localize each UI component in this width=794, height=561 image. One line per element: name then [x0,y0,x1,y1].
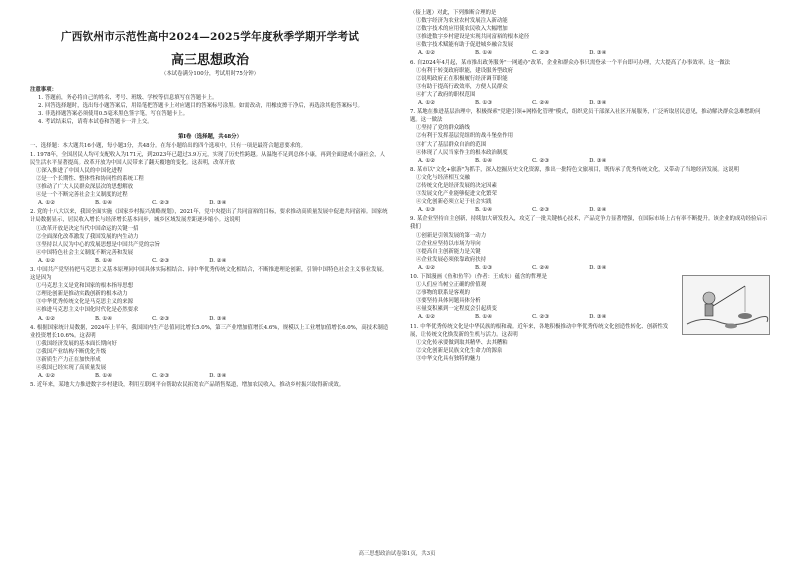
answer-choice: C. ②③ [532,50,550,57]
right-column [410,8,770,363]
question-option: ②说明政府正在积极履行经济调节职能 [416,75,508,82]
question-option: ②传统文化是经济发展的决定因素 [416,182,497,189]
answer-choices [30,372,390,380]
answer-choice: C. ②③ [152,373,170,380]
left-column [30,28,390,389]
answer-choice: B. ①③ [475,100,493,107]
answer-choice: D. ②④ [589,207,607,214]
question-option: ①创新是引领发展的第一动力 [416,232,487,239]
question-block [30,324,390,381]
question-option: ④推进马克思主义中国化时代化是必然要求 [36,307,139,314]
answer-choice: A. ①② [38,257,55,264]
note-item: 4. 考试结束后，请将本试卷和答题卡一并上交。 [38,119,153,126]
question-option: ③坚持以人民为中心的发展思想是中国共产党的宗旨 [36,241,160,248]
question-option: ④扩大了政府的职权范围 [416,91,476,98]
page-footer: 高三思想政治试卷第1页，共3页 [358,551,436,557]
question-option: ②企业应坚持以市场为导向 [416,240,481,247]
question-option: ④数字技术赋能有助于促进城乡融合发展 [416,42,514,49]
question-stem: 4. 根据国家统计局数据，2024年上半年，我国国内生产总值同比增长5.0%，第三产业增加值增长4.6%，规模以上工业增加值增长6.0%，高技术制造业投资增长10.6%。这表明 [30,324,389,339]
question-stem: 9. 某企业坚持自主创新，持续加大研发投入，攻克了一批关键核心技术，产品竞争力显著增强，在国际市场上占有率不断提升。该企业的成功经验启示我们 [410,216,768,231]
answer-choice: B. ①④ [475,50,493,57]
answer-choice: C. ②③ [532,314,550,321]
question-stem: 10. 下图漫画《鱼和鱼竿》（作者：王成东）蕴含的哲理是 [410,274,547,280]
question-stem: 1. 1978年，全国居民人均可支配收入为171元，到2023年已超过3.9万元，实现了历史性跨越。从温饱不足到总体小康，再到全面建成小康社会，人民生活水平显著提高。改革开放为中国人民带来了翻天覆地的变化。这表明，改革开放 [30,151,386,166]
question-block [410,166,770,215]
answer-choices [30,199,390,207]
question-block [30,381,390,389]
answer-choice: C. ②④ [532,264,550,271]
subject-title: 高三思想政治 [170,53,249,68]
question-stem: 6. 自2024年4月起，某市推出政务服务"一网通办"改革，企业和群众办事只需登录一个平台即可办理，大大提高了办事效率。这一做法 [410,59,731,66]
question-option: ②文化创新是民族文化生命力的源泉 [416,347,503,354]
answer-choices [30,315,390,323]
answer-choice: D. ③④ [589,264,607,271]
answer-choice: B. ①④ [475,314,493,321]
question-stem: 7. 某地在推进基层治理中，积极探索"党建引领+网格化管理"模式，组织党员干部深入社区开展服务，广泛听取居民意见，推动解决群众急难愁盼问题。这一做法 [410,109,761,124]
question-option: ④我国已经实现了高质量发展 [36,365,107,372]
section-heading: 第Ⅰ卷（选择题，共48分） [178,134,242,141]
answer-choices [410,157,770,165]
answer-choice: D. ③④ [589,50,607,57]
answer-choice: A. ①② [38,200,55,207]
question-option: ②数字技术的应用使农民收入大幅增加 [416,26,508,33]
question-option: ①我国经济发展的基本面长期向好 [36,340,117,347]
answer-choices [410,264,770,272]
cartoon-figure [682,275,770,335]
note-item: 3. 非选择题答案必须使用0.5毫米黑色签字笔，写在答题卡上。 [38,111,189,118]
right-questions [410,9,770,363]
answer-choice: D. ③④ [209,200,227,207]
answer-choice: D. ②④ [209,257,227,264]
question-option: ①人们应当树立正确的价值观 [416,282,487,289]
question-option: ②理论创新是推动实践创新的根本动力 [36,291,128,298]
question-option: ④企业发展必须依靠政府扶持 [416,256,487,263]
answer-choices [410,206,770,214]
answer-choice: D. ③④ [589,100,607,107]
question-option: ②全面深化改革激发了我国发展的内生动力 [36,233,139,240]
answer-choices [410,313,676,321]
question-stem: 11. 中华优秀传统文化是中华民族的根和魂。近年来，各地积极推动中华优秀传统文化创造性转化、创新性发展，让传统文化焕发新的生机与活力。这表明 [410,323,669,338]
answer-choice: C. ②④ [532,100,550,107]
left-questions [30,151,390,390]
question-option: ④体现了人民当家作主的根本政治制度 [416,149,508,156]
question-option: ③推动了广大人民群众深层次的思想解放 [36,184,134,191]
note-item: 1. 答题前，务必将自己的姓名、考号、班级、学校等信息填写在答题卡上。 [38,95,218,102]
answer-choice: A. ①② [418,314,435,321]
question-option: ③扩大了基层群众自治的范围 [416,141,487,148]
question-option: ①数字经济为农业农村发展注入新动能 [416,18,508,25]
answer-choices [410,99,770,107]
answer-choices [410,49,770,57]
question-option: ③提高自主创新能力是关键 [416,248,481,255]
answer-choice: D. ③④ [209,373,227,380]
question-option: ①改革开放是决定当代中国命运的关键一招 [36,225,139,232]
answer-choices [30,257,390,265]
question-block [30,151,390,208]
question-option: ④中国特色社会主义制度不断完善和发展 [36,249,134,256]
question-block [30,266,390,323]
question-option: ③新质生产力正在加快形成 [36,357,101,363]
question-option: ①马克思主义是党和国家的根本指导思想 [36,283,134,290]
answer-choice: C. ②③ [152,200,170,207]
question-block [410,59,770,108]
question-option: ④量变积累到一定程度会引起质变 [416,306,497,313]
question-block [410,9,770,58]
question-option: ③有助于提高行政效率，方便人民群众 [416,83,508,90]
answer-choice: B. ①④ [475,207,493,214]
answer-choice: C. ②③ [532,207,550,214]
question-option: ④文化创新必须立足于社会实践 [416,199,492,206]
question-option: ③中华优秀传统文化是马克思主义的来源 [36,299,134,306]
answer-choice: A. ①③ [418,207,435,214]
question-stem: 8. 某市以"文化+旅游"为抓手，深入挖掘历史文化资源，推出一批特色文旅项目，既传承了优秀传统文化，又带动了当地经济发展。这说明 [410,166,739,173]
answer-choice: C. ②③ [532,157,550,164]
answer-choice: B. ①④ [95,200,113,207]
answer-choice: B. ①④ [95,315,113,322]
question-option: ②我国产业结构不断优化升级 [36,348,107,355]
question-block [410,273,770,322]
question-option: ①深入推进了中国人民的中国化进程 [36,167,123,174]
question-block [410,215,770,272]
question-option: ①坚持了党的群众路线 [416,125,470,132]
note-item: 2. 回答选择题时，选出每小题答案后，用铅笔把答题卡上对应题目的答案标号涂黑。如需改动，用橡皮擦干净后，再选涂其他答案标号。 [38,103,363,110]
cartoon-illustration [683,276,769,334]
answer-choice: B. ①④ [475,157,493,164]
answer-choice: A. ①② [418,100,435,107]
answer-choice: C. ②③ [152,315,170,322]
question-stem: 3. 中国共产党坚持把马克思主义基本原理同中国具体实际相结合、同中华优秀传统文化相结合，不断推进理论创新，引领中国特色社会主义事业发展。这是因为 [30,266,388,282]
answer-choice: A. ①② [38,373,55,380]
answer-choice: D. ③④ [209,315,227,322]
notes-heading: 注意事项： [30,87,57,93]
question-option: ①文化与经济相互交融 [416,174,470,181]
answer-choice: D. ③④ [589,157,607,164]
question-option: ③要坚持具体问题具体分析 [416,298,481,305]
exam-title: 广西钦州市示范性高中2024—2025学年度秋季学期开学考试 [60,31,360,43]
question-option: ③中华文化具有独特的魅力 [416,355,481,362]
question-option: ②是一个长期性、整体性和协同性的系统工程 [36,175,144,182]
answer-choice: A. ①② [418,50,435,57]
answer-choice: A. ①② [418,264,435,271]
answer-choice: C. ②③ [152,257,170,264]
question-option: ①文化传承要做到取其精华、去其糟粕 [416,339,508,346]
question-option: ②事物的联系是客观的 [416,290,470,297]
question-option: ④是一个不断完善社会主义制度的过程 [36,192,128,199]
answer-choice: B. ①③ [475,264,493,271]
question-option: ③推进数字乡村建设是实现共同富裕的根本途径 [416,34,530,41]
question-stem: 5. 近年来，某地大力推进数字乡村建设，利用互联网平台帮助农民拓宽农产品销售渠道，增加农民收入，推动乡村振兴取得新成效。 [30,382,345,389]
answer-choice: A. ①② [418,157,435,164]
question-option: ②有利于发挥基层党组织的战斗堡垒作用 [416,133,514,140]
question-option: ①有利于转变政府职能，建设服务型政府 [416,67,514,74]
question-option: ③发展文化产业能够促进文化繁荣 [416,191,497,198]
question-block [30,208,390,265]
question-stem: 2. 党的十八大以来，我国全面实施《国家乡村振兴战略规划》，2021年，党中央提出了共同富裕的目标，要求推动高质量发展中促进共同富裕。国家统计局数据显示，居民收入增长与经济增长基本同步，城乡区域发展差距逐步缩小。这说明 [30,209,388,224]
answer-choice: B. ①④ [95,373,113,380]
answer-choice: A. ①② [38,315,55,322]
answer-choice: D. ③④ [589,314,607,321]
question-stem: （接上题）对此，下列推断合理的是 [410,10,497,16]
answer-choice: B. ①④ [95,257,113,264]
section-intro: 一、选择题：本大题共16小题，每小题3分，共48分。在每小题给出的四个选项中，只有一项是最符合题意要求的。 [30,142,306,149]
exam-info: （本试卷满分100分，考试用时75分钟） [160,71,259,77]
question-block [410,108,770,165]
